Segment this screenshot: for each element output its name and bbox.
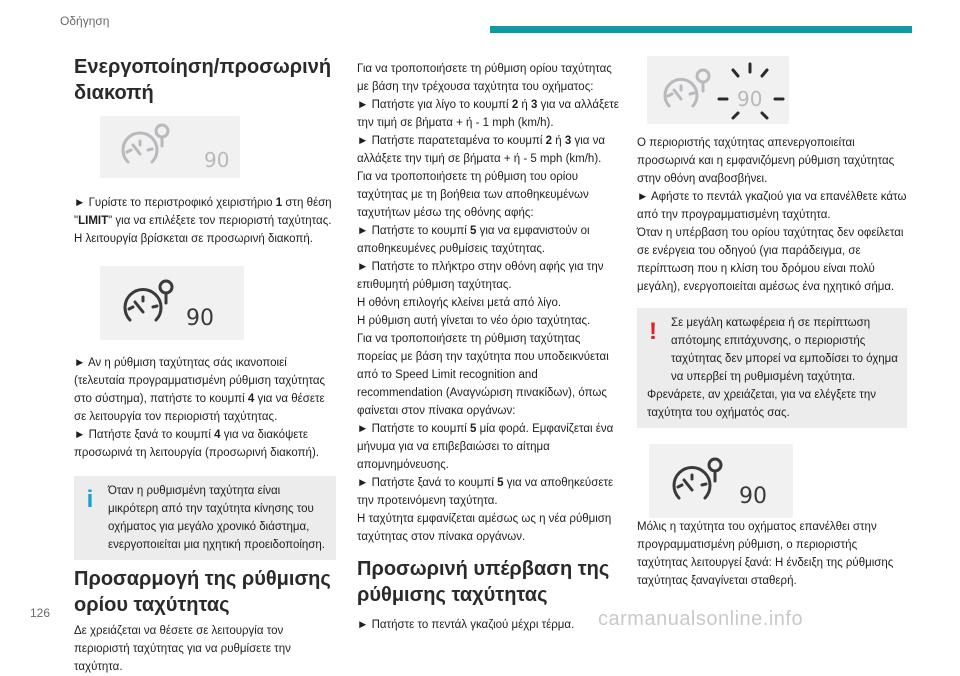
paragraph: Ο περιοριστής ταχύτητας απενεργοποιείται προσωρινά και η εμφανιζόμενη ρύθμιση ταχύτητας στην οθόνη αναβοσβήνει. [637,137,895,185]
warning-icon: ! [649,318,657,345]
paragraph: Η ταχύτητα εμφανίζεται αμέσως ως η νέα ρύθμιση ταχύτητας στον πίνακα οργάνων. [357,513,612,543]
display-speed-value: 90 [186,306,214,331]
step-select-speed: ► Πατήστε το πλήκτρο στην οθόνη αφής για την επιθυμητή ρύθμιση ταχύτητας. [357,261,604,291]
paragraph: Η οθόνη επιλογής κλείνει μετά από λίγο. [357,297,562,309]
speed-limiter-flashing-icon [647,56,789,124]
header-accent-bar [490,26,912,33]
display-speed-value: 90 [737,87,763,111]
speed-limiter-paused-icon [100,116,240,178]
adjust-intro: Δε χρειάζεται να θέσετε σε λειτουργία τον περιοριστή ταχύτητας για να ρυθμίσετε την ταχύτητα. [74,625,291,673]
step-long-press: ► Πατήστε παρατεταμένα το κουμπί 2 ή 3 για να αλλάξετε την τιμή σε βήματα + ή - 5 mph (km/h). [357,135,606,165]
step-select-limit: ► Γυρίστε το περιστροφικό χειριστήριο 1 στη θέση "LIMIT" για να επιλέξετε τον περιοριστή ταχύτητας. Η λειτουργία βρίσκεται σε προσωρινή διακοπή. [74,197,332,245]
step-short-press: ► Πατήστε για λίγο το κουμπί 2 ή 3 για να αλλάξετε την τιμή σε βήματα + ή - 1 mph (km/h). [357,99,619,129]
warning-note-text: Σε μεγάλη κατωφέρεια ή σε περίπτωση απότομης επιτάχυνσης, ο περιοριστής ταχύτητας δεν μπορεί να εμποδίσει το όχημα να υπερβεί τη ρυθμισμένη ταχύτητα. [671,317,898,383]
warning-note-text: Φρενάρετε, αν χρειάζεται, για να ελέγξετε την ταχύτητα του οχήματός σας. [647,389,876,419]
info-note [74,476,336,560]
step-press-again: ► Πατήστε ξανά το κουμπί 5 για να αποθηκεύσετε την προτεινόμενη ταχύτητα. [357,477,614,507]
paragraph: Για να τροποποιήσετε τη ρύθμιση ορίου ταχύτητας με βάση την τρέχουσα ταχύτητα του οχήματος: [357,63,612,93]
step-activate: ► Αν η ρύθμιση ταχύτητας σάς ικανοποιεί (τελευταία προγραμματισμένη ρύθμιση ταχύτητας στο σύστημα), πατήστε το κουμπί 4 για να θέσετε σε λειτουργία τον περιοριστή ταχύτητας. [74,357,326,423]
watermark: carmanualsonline.info [598,608,804,630]
step-release-accelerator: ► Αφήστε το πεντάλ γκαζιού για να επανέλθετε κάτω από την προγραμματισμένη ταχύτητα. [637,191,907,221]
column-1 [74,54,336,676]
column-3 [637,54,907,590]
paragraph: Η ρύθμιση αυτή γίνεται το νέο όριο ταχύτητας. [357,315,591,327]
display-flashing-illustration [647,56,789,124]
display-active-illustration [100,266,244,340]
step-accelerator: ► Πατήστε το πεντάλ γκαζιού μέχρι τέρμα. [357,619,575,631]
step-pause: ► Πατήστε ξανά το κουμπί 4 για να διακόψετε προσωρινά τη λειτουργία (προσωρινή διακοπή). [74,429,319,459]
step-show-memorised: ► Πατήστε το κουμπί 5 για να εμφανιστούν οι αποθηκευμένες ρυθμίσεις ταχύτητας. [357,225,590,255]
column-2 [357,60,619,634]
display-paused-illustration [100,116,240,178]
speed-limiter-active-icon [649,444,793,518]
paragraph: Όταν η υπέρβαση του ορίου ταχύτητας δεν οφείλεται σε ενέργεια του οδηγού (για παράδειγμα, σε περίπτωση που η κλίση του δρόμου είναι πολύ μεγάλη), ενεργοποιείται αμέσως ένα ηχητικό σήμα. [637,227,904,293]
step-press-once: ► Πατήστε το κουμπί 5 μία φορά. Εμφανίζεται ένα μήνυμα για να επιβεβαιώσει το αίτημα απομνημόνευσης. [357,423,614,471]
display-speed-value: 90 [739,484,767,509]
section-title-activation: Ενεργοποίηση/προσωρινή διακοπή [74,56,332,104]
paragraph: Μόλις η ταχύτητα του οχήματος επανέλθει στην προγραμματισμένη ρύθμιση, ο περιοριστής ταχύτητας λειτουργεί ξανά: Η ένδειξη της ρύθμισης ταχύτητας ξαναγίνεται σταθερή. [637,521,894,587]
section-title-override: Προσωρινή υπέρβαση της ρύθμισης ταχύτητας [357,558,610,606]
info-note-text: Όταν η ρυθμισμένη ταχύτητα είναι μικρότερη από την ταχύτητα κίνησης του οχήματος για μεγάλο χρονικό διάστημα, ενεργοποιείται μια ηχητική προειδοποίηση. [108,485,325,551]
page-number: 126 [30,606,51,620]
display-restored-illustration [649,444,793,518]
warning-note [637,308,907,428]
speed-limiter-active-icon [100,266,244,340]
paragraph: Για να τροποποιήσετε τη ρύθμιση του ορίου ταχύτητας με τη βοήθεια των αποθηκευμένων ταχυτήτων μέσω της οθόνης αφής: [357,171,589,219]
info-icon: i [86,486,94,513]
section-title-adjust: Προσαρμογή της ρύθμισης ορίου ταχύτητας [74,568,331,616]
display-speed-value: 90 [204,148,230,172]
paragraph: Για να τροποποιήσετε τη ρύθμιση ταχύτητας πορείας με βάση την ταχύτητα που υποδεικνύεται από το Speed Limit recognition and recommendation (Αναγνώριση πινακίδων), όπως φαίνεται στον πίνακα οργάνων: [357,333,609,417]
section-header: Οδήγηση [60,14,110,28]
